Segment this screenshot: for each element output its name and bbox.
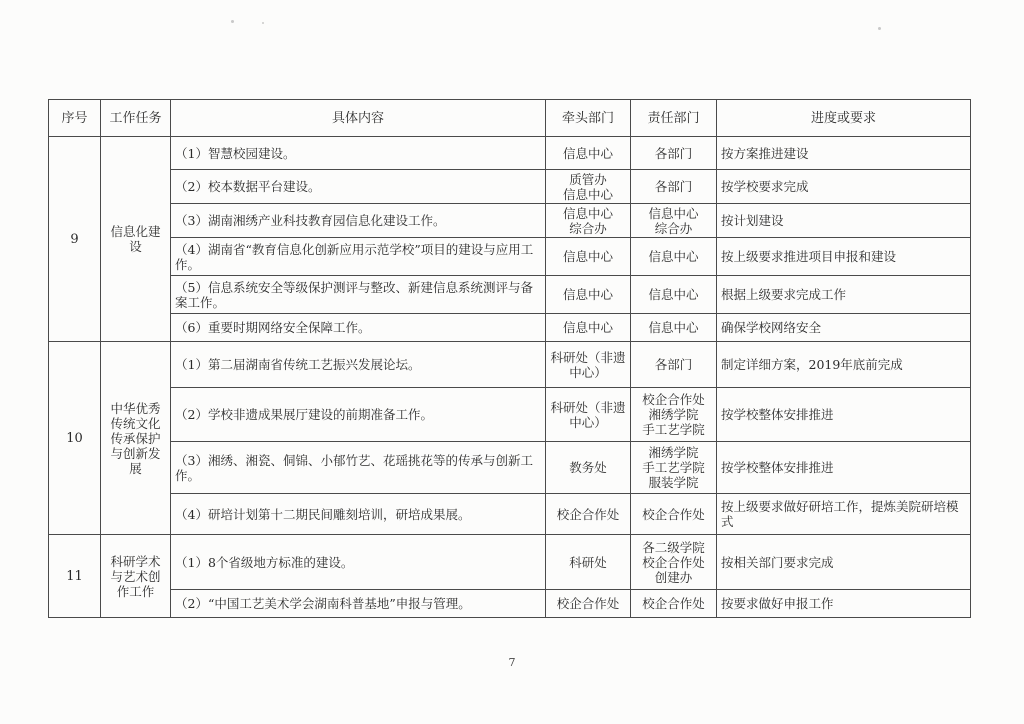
- row-progress: 按上级要求推进项目申报和建设: [717, 238, 971, 276]
- row-resp-dept: 信息中心: [631, 314, 717, 342]
- row-lead-dept: 质管办 信息中心: [546, 170, 631, 204]
- row-lead-dept: 科研处（非遗中心）: [546, 388, 631, 442]
- row-resp-dept: 各部门: [631, 137, 717, 170]
- row-lead-dept: 信息中心 综合办: [546, 204, 631, 238]
- row-content: （6）重要时期网络安全保障工作。: [171, 314, 546, 342]
- group-no: 9: [49, 137, 101, 342]
- row-content: （1）8个省级地方标准的建设。: [171, 535, 546, 590]
- row-lead-dept: 信息中心: [546, 137, 631, 170]
- header-task: 工作任务: [101, 100, 171, 137]
- row-content: （1）第二届湖南省传统工艺振兴发展论坛。: [171, 342, 546, 388]
- table-row: [49, 388, 971, 442]
- row-lead-dept: 信息中心: [546, 238, 631, 276]
- table-row: [49, 137, 971, 170]
- row-resp-dept: 各二级学院 校企合作处 创建办: [631, 535, 717, 590]
- table-row: [49, 170, 971, 204]
- row-progress: 根据上级要求完成工作: [717, 276, 971, 314]
- row-content: （3）湘绣、湘瓷、侗锦、小郁竹艺、花瑶挑花等的传承与创新工作。: [171, 442, 546, 494]
- row-resp-dept: 湘绣学院 手工艺学院 服装学院: [631, 442, 717, 494]
- row-content: （5）信息系统安全等级保护测评与整改、新建信息系统测评与备案工作。: [171, 276, 546, 314]
- table-row: [49, 494, 971, 535]
- header-progress: 进度或要求: [717, 100, 971, 137]
- group-task: 科研学术与艺术创作工作: [101, 535, 171, 618]
- work-plan-table: [48, 99, 971, 618]
- row-progress: 按相关部门要求完成: [717, 535, 971, 590]
- row-lead-dept: 校企合作处: [546, 590, 631, 618]
- row-progress: 按学校要求完成: [717, 170, 971, 204]
- table-row: [49, 590, 971, 618]
- row-resp-dept: 信息中心: [631, 276, 717, 314]
- row-lead-dept: 科研处（非遗中心）: [546, 342, 631, 388]
- row-progress: 按计划建设: [717, 204, 971, 238]
- row-content: （2）学校非遗成果展厅建设的前期准备工作。: [171, 388, 546, 442]
- page-number: 7: [508, 656, 516, 669]
- row-resp-dept: 校企合作处 湘绣学院 手工艺学院: [631, 388, 717, 442]
- row-progress: 按学校整体安排推进: [717, 388, 971, 442]
- group-task: 中华优秀传统文化传承保护与创新发展: [101, 342, 171, 535]
- row-progress: 确保学校网络安全: [717, 314, 971, 342]
- row-lead-dept: 信息中心: [546, 276, 631, 314]
- header-no: 序号: [49, 100, 101, 137]
- row-resp-dept: 校企合作处: [631, 590, 717, 618]
- table-row: [49, 276, 971, 314]
- table-row: [49, 442, 971, 494]
- row-content: （2）校本数据平台建设。: [171, 170, 546, 204]
- row-lead-dept: 教务处: [546, 442, 631, 494]
- row-progress: 按要求做好申报工作: [717, 590, 971, 618]
- row-resp-dept: 信息中心: [631, 238, 717, 276]
- row-progress: 制定详细方案，2019年底前完成: [717, 342, 971, 388]
- row-progress: 按方案推进建设: [717, 137, 971, 170]
- row-lead-dept: 校企合作处: [546, 494, 631, 535]
- row-resp-dept: 校企合作处: [631, 494, 717, 535]
- table-row: [49, 535, 971, 590]
- row-content: （2）“中国工艺美术学会湖南科普基地”申报与管理。: [171, 590, 546, 618]
- row-resp-dept: 各部门: [631, 170, 717, 204]
- scan-speck: [262, 22, 264, 24]
- header-resp-dept: 责任部门: [631, 100, 717, 137]
- table-row: [49, 342, 971, 388]
- header-lead-dept: 牵头部门: [546, 100, 631, 137]
- row-content: （1）智慧校园建设。: [171, 137, 546, 170]
- scan-speck: [231, 20, 234, 23]
- row-resp-dept: 各部门: [631, 342, 717, 388]
- row-content: （3）湖南湘绣产业科技教育园信息化建设工作。: [171, 204, 546, 238]
- row-content: （4）湖南省“教育信息化创新应用示范学校”项目的建设与应用工作。: [171, 238, 546, 276]
- row-lead-dept: 信息中心: [546, 314, 631, 342]
- group-task: 信息化建设: [101, 137, 171, 342]
- row-content: （4）研培计划第十二期民间雕刻培训，研培成果展。: [171, 494, 546, 535]
- table-row: [49, 238, 971, 276]
- table-row: [49, 314, 971, 342]
- row-lead-dept: 科研处: [546, 535, 631, 590]
- group-no: 11: [49, 535, 101, 618]
- header-content: 具体内容: [171, 100, 546, 137]
- table-header-row: [49, 100, 971, 137]
- row-progress: 按学校整体安排推进: [717, 442, 971, 494]
- table-row: [49, 204, 971, 238]
- row-progress: 按上级要求做好研培工作，提炼美院研培模式: [717, 494, 971, 535]
- group-no: 10: [49, 342, 101, 535]
- row-resp-dept: 信息中心 综合办: [631, 204, 717, 238]
- scan-speck: [878, 27, 881, 30]
